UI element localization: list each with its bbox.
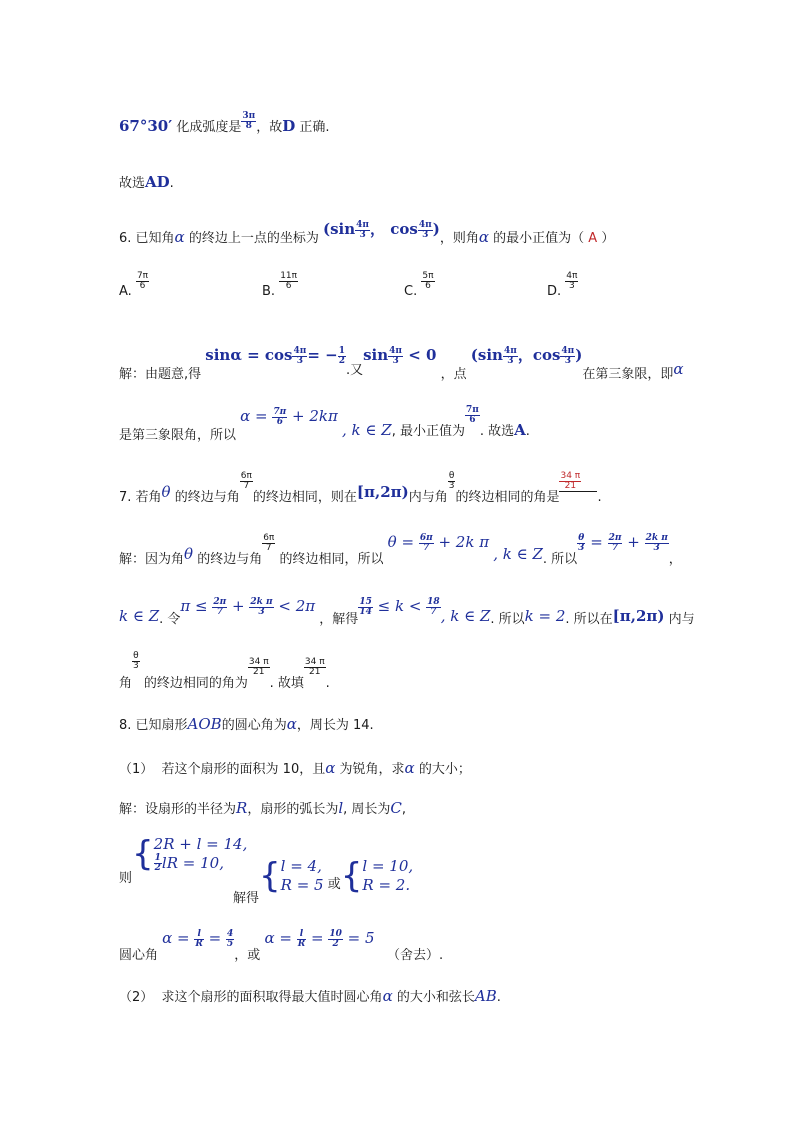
q5-degree: 67°30 — [119, 117, 169, 135]
q7-solution-2: k ∈ Z. 令π ≤ $\frac{2\pi}{7}$ + $\frac{\text{2k π}}{3}$ < 2π ，解得 $\frac{15}{14}$ ≤ k < $\frac{18}{7}$ , k ∈ Z. 所以k = 2. 所以在[π,2π) 内与 — [119, 596, 695, 627]
q8-solution-intro: 解：设扇形的半径为R，扇形的弧长为l, 周长为C, — [119, 799, 407, 817]
q6-stem: 6. 已知角α 的终边上一点的坐标为 (sin $\frac{4\pi}{3}$ ， cos $\frac{4\pi}{3}$ )，则角α 的最小正值为（ A ） — [119, 219, 615, 246]
q5-text1: 化成弧度是 — [176, 120, 242, 135]
q8-system: 则{ 2R + l = 14, $\frac{1}{2}$ lR = 10, — [119, 834, 248, 886]
q8-solutions: 解得{ l = 4, R = 5 或{ l = 10, R = 2. — [233, 856, 414, 906]
q7-solution-1: 解：因为角θ 的终边与角 $\frac{6\pi}{7}$ 的终边相同，所以 θ = $\frac{6\pi}{7}$ + 2k π , k ∈ Z. 所以 $\frac{\theta}{3}$ = $\frac{2\pi}{7}$ + $\frac{\text{2k π}}{3}$ ， — [119, 532, 682, 567]
q7-stem: 7. 若角θ 的终边与角 $\frac{6\pi}{7}$ 的终边相同，则在[π,2π)内与角 $\frac{\theta}{3}$ 的终边相同的角是 $\frac{34 \pi}{21}$ . — [119, 471, 602, 505]
q5-radian-fraction: $\frac{3\pi}{8}$ — [242, 111, 256, 131]
q6-solution-2: 是第三象限角，所以 α = $\frac{7\pi}{6}$ + 2kπ , k ∈ Z, 最小正值为 $\frac{7\pi}{6}$ . 故选A. — [119, 405, 530, 443]
q6-option-a: A. $\frac{7\pi}{6}$ — [119, 271, 149, 299]
q5-answer: AD — [145, 173, 170, 191]
q6-option-c: C. $\frac{5\pi}{6}$ — [404, 271, 434, 299]
q7-answer-blank — [559, 472, 597, 492]
q6-option-d: D. $\frac{4\pi}{3}$ — [547, 271, 578, 299]
q5-option: D — [282, 117, 296, 135]
q8-stem: 8. 已知扇形AOB的圆心角为α，周长为 14. — [119, 715, 374, 733]
q6-solution-1: 解：由题意,得 sinα = cos $\frac{4\pi}{3}$ = − $\frac{1}{2}$ .又sin $\frac{4\pi}{3}$ < 0 ，点 (sin $\frac{4\pi}{3}$ ，cos $\frac{4\pi}{3}$ )在第三象限，即α — [119, 345, 684, 382]
q7-solution-3: 角 $\frac{\theta}{3}$ 的终边相同的角为 $\frac{34 \pi}{21}$ . 故填 $\frac{34 \pi}{21}$ . — [119, 651, 330, 691]
q8-part-2: （2） 求这个扇形的面积取得最大值时圆心角α 的大小和弦长AB. — [119, 987, 501, 1005]
q6-option-b: B. $\frac{11\pi}{6}$ — [262, 271, 298, 299]
q5-conclusion: 故选AD. — [119, 173, 174, 191]
q8-central-angle: 圆心角 α = $\frac{l}{R}$ = $\frac{4}{5}$ ，或 α = $\frac{l}{R}$ = $\frac{10}{2}$ = 5 （舍去）. — [119, 928, 444, 963]
q8-part-1: （1） 若这个扇形的面积为 10，且α 为锐角，求α 的大小； — [119, 759, 471, 777]
q6-point: (sin $\frac{4\pi}{3}$ ， cos $\frac{4\pi}{3}$ ) — [322, 219, 440, 240]
q5-line: 67°30′ 化成弧度是 $\frac{3\pi}{8}$ ，故D 正确. — [119, 111, 330, 135]
q6-answer: A — [588, 231, 598, 246]
q7-answer: $\frac{34 \pi}{21}$ — [560, 471, 581, 491]
